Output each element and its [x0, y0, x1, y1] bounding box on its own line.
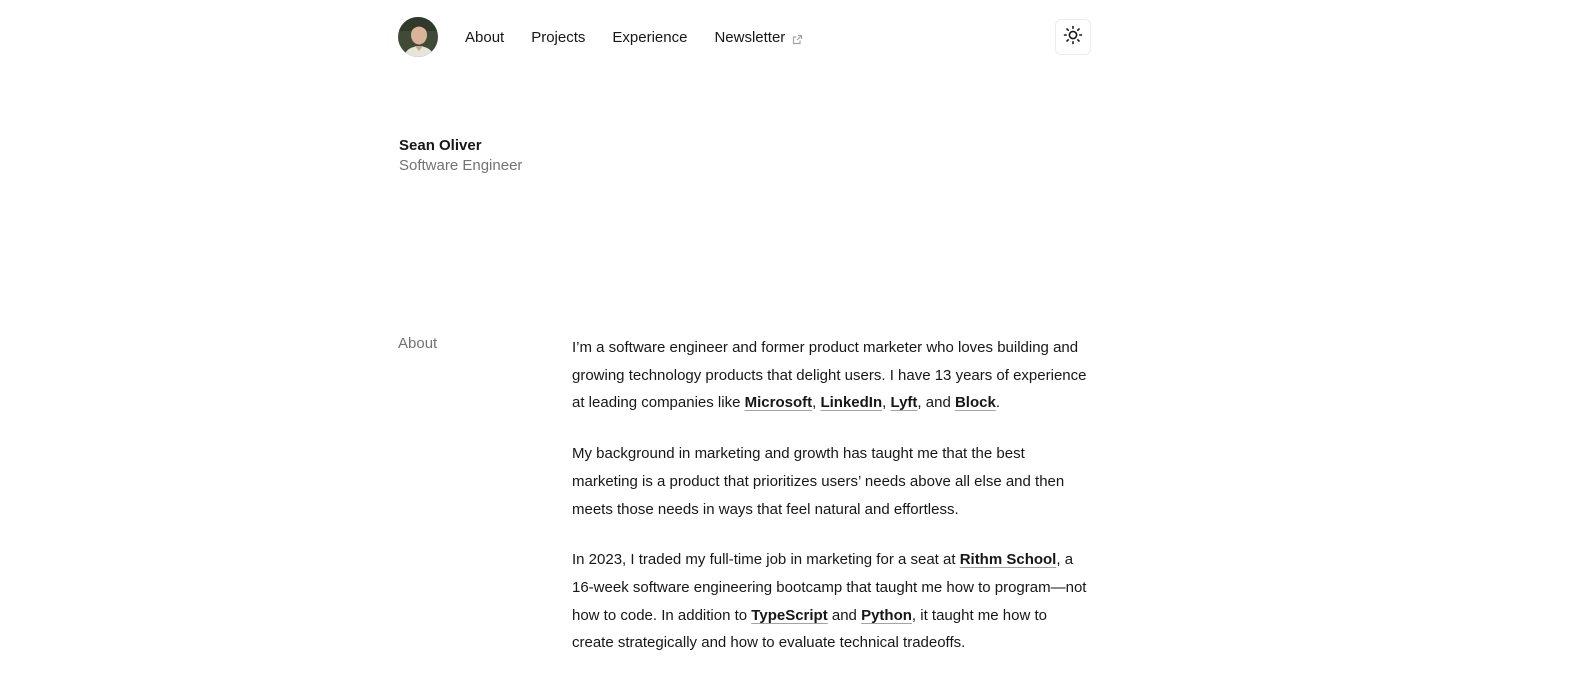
top-nav [398, 17, 1091, 57]
paragraph-end: . [995, 394, 1000, 412]
paragraph-text: , a 16-week software engineering bootcamp that taught me how to program—not how to code. In addition to [572, 551, 1087, 624]
separator: , [812, 394, 821, 412]
paragraph-text: , it taught me how to create strategically and how to evaluate technical tradeoffs. [572, 606, 1047, 652]
link-typescript[interactable]: TypeScript [751, 606, 828, 624]
separator: , and [917, 394, 955, 412]
nav-links [465, 29, 830, 46]
external-link-icon [792, 32, 803, 43]
avatar[interactable] [398, 17, 438, 57]
profile-block [399, 136, 522, 176]
link-linkedin[interactable]: LinkedIn [820, 394, 883, 412]
separator: , [882, 394, 891, 412]
sun-icon [1063, 25, 1083, 50]
profile-role: Software Engineer [399, 157, 523, 174]
about-paragraph-3 [572, 546, 1092, 657]
link-block[interactable]: Block [954, 394, 996, 412]
nav-link-newsletter[interactable] [714, 29, 803, 46]
about-paragraph-2: My background in marketing and growth has taught me that the best marketing is a product that prioritizes users’ needs above all else and then meets those needs in ways that feel natural and effortless. [572, 445, 1065, 518]
paragraph-text: I’m a software engineer and former product marketer who loves building and growing technology products that delight users. I have 13 years of experience at leading companies like [572, 339, 1087, 412]
profile-name: Sean Oliver [399, 137, 482, 154]
nav-link-about[interactable]: About [465, 28, 505, 46]
paragraph-text: and [827, 606, 862, 624]
nav-link-projects[interactable]: Projects [531, 28, 586, 46]
link-lyft[interactable]: Lyft [890, 394, 918, 412]
nav-link-experience[interactable]: Experience [612, 28, 688, 46]
link-rithm-school[interactable]: Rithm School [959, 551, 1057, 569]
nav-link-newsletter-label: Newsletter [714, 28, 786, 46]
section-label-about: About [398, 335, 438, 352]
link-microsoft[interactable]: Microsoft [744, 394, 813, 412]
link-python[interactable]: Python [861, 606, 912, 624]
about-content [572, 334, 1092, 680]
paragraph-text: In 2023, I traded my full-time job in marketing for a seat at [572, 551, 960, 569]
theme-toggle-button[interactable] [1055, 19, 1091, 55]
about-paragraph-1 [572, 334, 1092, 417]
